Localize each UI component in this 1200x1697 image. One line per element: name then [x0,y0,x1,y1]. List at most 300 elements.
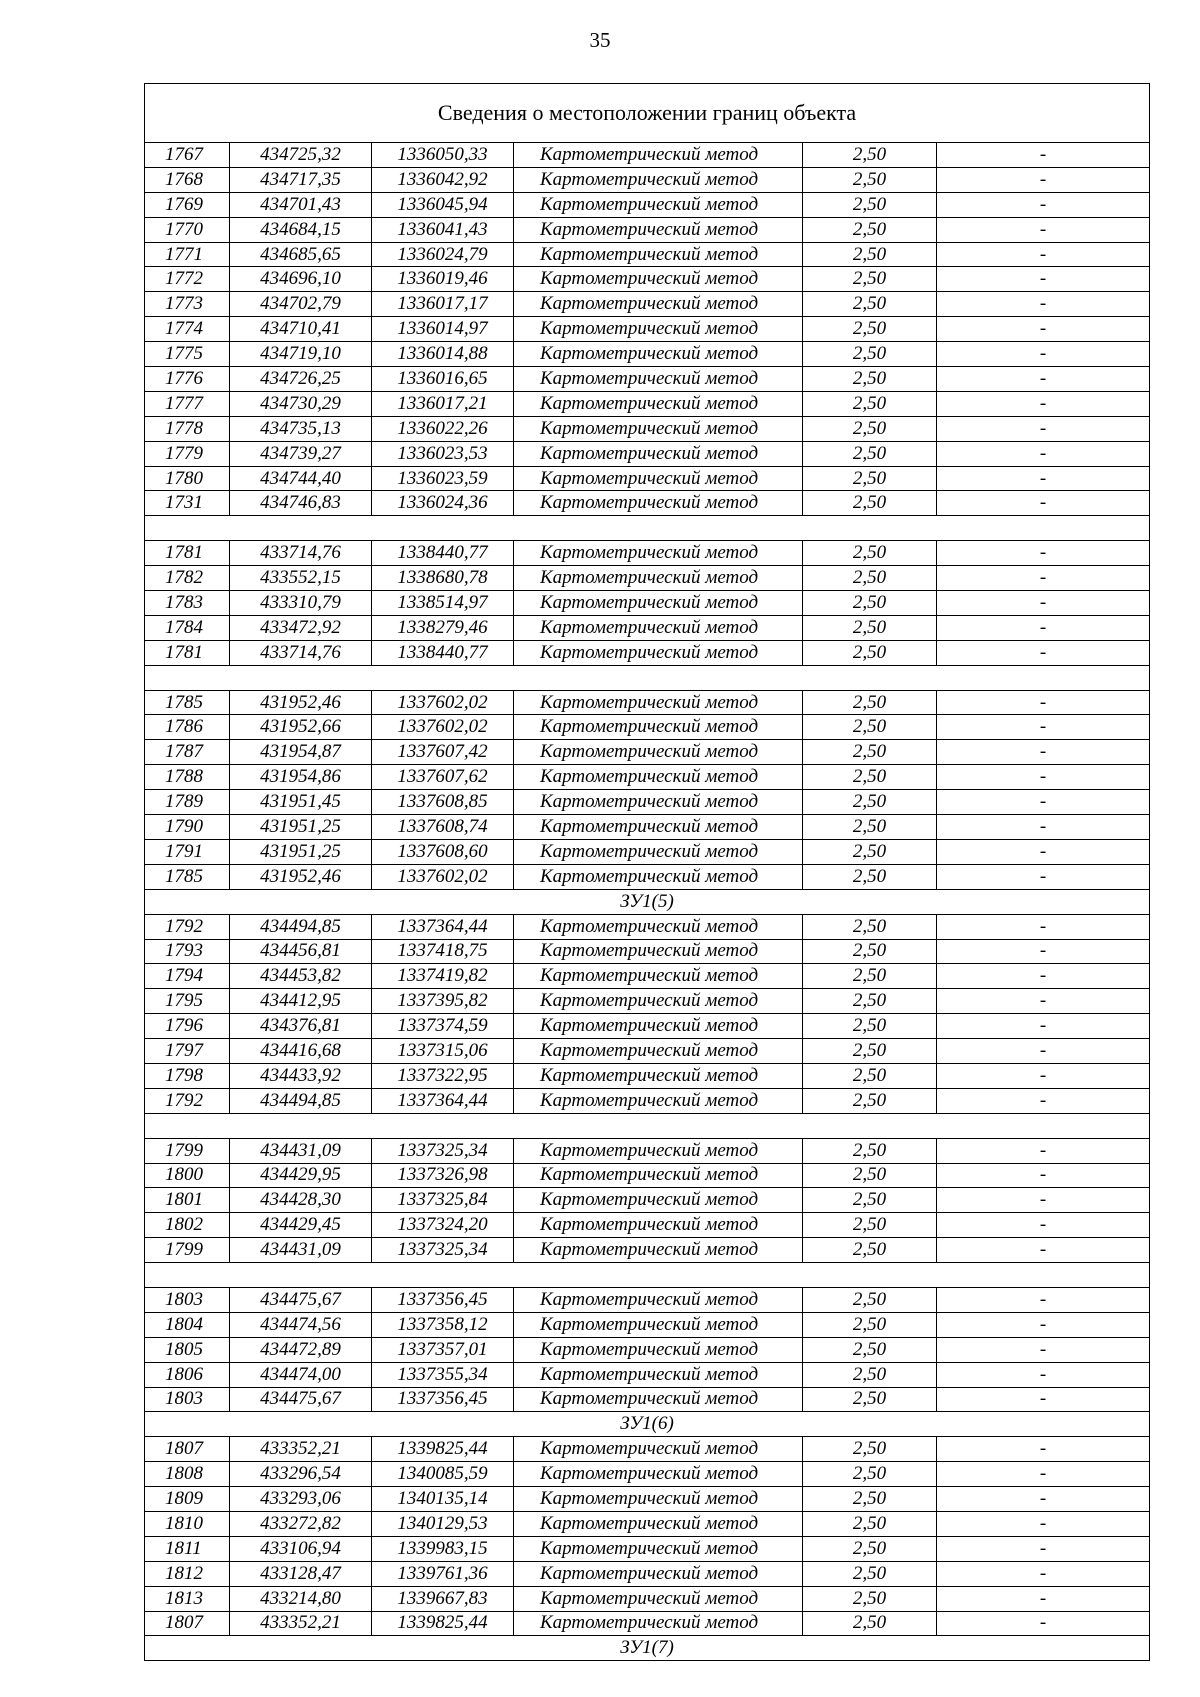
table-row [145,989,1150,1014]
section-label: ЗУ1(6) [145,1412,1150,1437]
y-coordinate-cell: 1337607,42 [372,740,514,765]
section-label: ЗУ1(7) [145,1636,1150,1661]
point-number-cell: 1770 [145,217,230,242]
method-cell: Картометрический метод [514,1536,803,1561]
y-coordinate-cell: 1337325,84 [372,1188,514,1213]
point-number-cell: 1776 [145,367,230,392]
table-row [145,1387,1150,1412]
y-coordinate-cell: 1337395,82 [372,989,514,1014]
accuracy-cell: 2,50 [803,416,937,441]
y-coordinate-cell: 1340129,53 [372,1511,514,1536]
y-coordinate-cell: 1338440,77 [372,541,514,566]
point-number-cell: 1777 [145,391,230,416]
method-cell: Картометрический метод [514,143,803,168]
page-number: 35 [589,28,611,52]
description-cell: - [937,167,1150,192]
y-coordinate-cell: 1337608,85 [372,790,514,815]
x-coordinate-cell: 431954,87 [230,740,372,765]
method-cell: Картометрический метод [514,740,803,765]
method-cell: Картометрический метод [514,1362,803,1387]
method-cell: Картометрический метод [514,1611,803,1636]
y-coordinate-cell: 1337374,59 [372,1014,514,1039]
y-coordinate-cell: 1336024,36 [372,491,514,516]
table-title: Сведения о местоположении границ объекта [145,84,1150,143]
description-cell: - [937,1487,1150,1512]
description-cell: - [937,615,1150,640]
x-coordinate-cell: 434696,10 [230,267,372,292]
point-number-cell: 1805 [145,1337,230,1362]
section-label [145,516,1150,541]
table-row [145,1462,1150,1487]
y-coordinate-cell: 1339667,83 [372,1586,514,1611]
x-coordinate-cell: 431951,25 [230,839,372,864]
description-cell: - [937,1337,1150,1362]
accuracy-cell: 2,50 [803,1188,937,1213]
method-cell: Картометрический метод [514,989,803,1014]
description-cell: - [937,790,1150,815]
table-row [145,491,1150,516]
description-cell: - [937,1163,1150,1188]
table-row [145,267,1150,292]
table-row [145,591,1150,616]
accuracy-cell: 2,50 [803,466,937,491]
table-row [145,1337,1150,1362]
point-number-cell: 1771 [145,242,230,267]
table-row [145,1213,1150,1238]
section-label [145,1113,1150,1138]
description-cell: - [937,1611,1150,1636]
point-number-cell: 1799 [145,1138,230,1163]
table-row [145,1536,1150,1561]
accuracy-cell: 2,50 [803,391,937,416]
point-number-cell: 1773 [145,292,230,317]
accuracy-cell: 2,50 [803,1536,937,1561]
y-coordinate-cell: 1336016,65 [372,367,514,392]
table-row [145,1238,1150,1263]
x-coordinate-cell: 434475,67 [230,1287,372,1312]
point-number-cell: 1809 [145,1487,230,1512]
table-row [145,317,1150,342]
x-coordinate-cell: 434726,25 [230,367,372,392]
x-coordinate-cell: 434456,81 [230,939,372,964]
y-coordinate-cell: 1336022,26 [372,416,514,441]
table-row [145,1511,1150,1536]
description-cell: - [937,541,1150,566]
method-cell: Картометрический метод [514,217,803,242]
description-cell: - [937,964,1150,989]
description-cell: - [937,192,1150,217]
table-row [145,815,1150,840]
table-row [145,1312,1150,1337]
y-coordinate-cell: 1337419,82 [372,964,514,989]
method-cell: Картометрический метод [514,441,803,466]
accuracy-cell: 2,50 [803,591,937,616]
y-coordinate-cell: 1340135,14 [372,1487,514,1512]
x-coordinate-cell: 434429,45 [230,1213,372,1238]
x-coordinate-cell: 434710,41 [230,317,372,342]
accuracy-cell: 2,50 [803,143,937,168]
y-coordinate-cell: 1336045,94 [372,192,514,217]
y-coordinate-cell: 1337356,45 [372,1387,514,1412]
y-coordinate-cell: 1337326,98 [372,1163,514,1188]
y-coordinate-cell: 1337322,95 [372,1063,514,1088]
description-cell: - [937,491,1150,516]
method-cell: Картометрический метод [514,541,803,566]
table-row [145,292,1150,317]
x-coordinate-cell: 434453,82 [230,964,372,989]
y-coordinate-cell: 1337315,06 [372,1039,514,1064]
accuracy-cell: 2,50 [803,939,937,964]
table-row [145,1487,1150,1512]
method-cell: Картометрический метод [514,192,803,217]
description-cell: - [937,1437,1150,1462]
accuracy-cell: 2,50 [803,1138,937,1163]
method-cell: Картометрический метод [514,1088,803,1113]
table-row [145,391,1150,416]
table-row [145,1188,1150,1213]
table-row [145,1138,1150,1163]
accuracy-cell: 2,50 [803,964,937,989]
accuracy-cell: 2,50 [803,615,937,640]
x-coordinate-cell: 434735,13 [230,416,372,441]
y-coordinate-cell: 1337608,60 [372,839,514,864]
point-number-cell: 1797 [145,1039,230,1064]
section-separator-row [145,1412,1150,1437]
method-cell: Картометрический метод [514,342,803,367]
description-cell: - [937,740,1150,765]
method-cell: Картометрический метод [514,839,803,864]
accuracy-cell: 2,50 [803,790,937,815]
y-coordinate-cell: 1336023,53 [372,441,514,466]
table-row [145,914,1150,939]
table-row [145,367,1150,392]
section-label: ЗУ1(5) [145,889,1150,914]
point-number-cell: 1794 [145,964,230,989]
y-coordinate-cell: 1339825,44 [372,1437,514,1462]
x-coordinate-cell: 431951,25 [230,815,372,840]
description-cell: - [937,839,1150,864]
y-coordinate-cell: 1336050,33 [372,143,514,168]
point-number-cell: 1774 [145,317,230,342]
point-number-cell: 1802 [145,1213,230,1238]
y-coordinate-cell: 1338680,78 [372,566,514,591]
y-coordinate-cell: 1336014,97 [372,317,514,342]
point-number-cell: 1785 [145,864,230,889]
accuracy-cell: 2,50 [803,640,937,665]
method-cell: Картометрический метод [514,1039,803,1064]
x-coordinate-cell: 434472,89 [230,1337,372,1362]
table-row [145,342,1150,367]
x-coordinate-cell: 433714,76 [230,640,372,665]
point-number-cell: 1799 [145,1238,230,1263]
table-row [145,864,1150,889]
section-separator-row [145,516,1150,541]
method-cell: Картометрический метод [514,964,803,989]
section-separator-row [145,665,1150,690]
table-row [145,1063,1150,1088]
method-cell: Картометрический метод [514,864,803,889]
x-coordinate-cell: 431952,66 [230,715,372,740]
point-number-cell: 1807 [145,1437,230,1462]
x-coordinate-cell: 434685,65 [230,242,372,267]
table-row [145,466,1150,491]
method-cell: Картометрический метод [514,391,803,416]
point-number-cell: 1779 [145,441,230,466]
point-number-cell: 1813 [145,1586,230,1611]
y-coordinate-cell: 1340085,59 [372,1462,514,1487]
point-number-cell: 1772 [145,267,230,292]
method-cell: Картометрический метод [514,491,803,516]
accuracy-cell: 2,50 [803,167,937,192]
point-number-cell: 1781 [145,640,230,665]
table-row [145,715,1150,740]
y-coordinate-cell: 1337602,02 [372,690,514,715]
table-row [145,1039,1150,1064]
description-cell: - [937,1561,1150,1586]
x-coordinate-cell: 433128,47 [230,1561,372,1586]
method-cell: Картометрический метод [514,790,803,815]
point-number-cell: 1796 [145,1014,230,1039]
boundary-table [144,83,1150,1661]
accuracy-cell: 2,50 [803,1312,937,1337]
section-label [145,1263,1150,1288]
x-coordinate-cell: 434376,81 [230,1014,372,1039]
x-coordinate-cell: 434725,32 [230,143,372,168]
x-coordinate-cell: 433293,06 [230,1487,372,1512]
point-number-cell: 1804 [145,1312,230,1337]
method-cell: Картометрический метод [514,615,803,640]
accuracy-cell: 2,50 [803,1462,937,1487]
accuracy-cell: 2,50 [803,292,937,317]
accuracy-cell: 2,50 [803,690,937,715]
description-cell: - [937,1536,1150,1561]
accuracy-cell: 2,50 [803,839,937,864]
method-cell: Картометрический метод [514,1238,803,1263]
method-cell: Картометрический метод [514,1287,803,1312]
x-coordinate-cell: 434433,92 [230,1063,372,1088]
table-row [145,964,1150,989]
description-cell: - [937,1188,1150,1213]
x-coordinate-cell: 434429,95 [230,1163,372,1188]
x-coordinate-cell: 434431,09 [230,1238,372,1263]
description-cell: - [937,1387,1150,1412]
point-number-cell: 1806 [145,1362,230,1387]
table-row [145,441,1150,466]
method-cell: Картометрический метод [514,715,803,740]
x-coordinate-cell: 434684,15 [230,217,372,242]
description-cell: - [937,317,1150,342]
method-cell: Картометрический метод [514,416,803,441]
accuracy-cell: 2,50 [803,367,937,392]
method-cell: Картометрический метод [514,292,803,317]
accuracy-cell: 2,50 [803,566,937,591]
point-number-cell: 1790 [145,815,230,840]
accuracy-cell: 2,50 [803,1561,937,1586]
method-cell: Картометрический метод [514,939,803,964]
method-cell: Картометрический метод [514,317,803,342]
y-coordinate-cell: 1336019,46 [372,267,514,292]
accuracy-cell: 2,50 [803,1337,937,1362]
description-cell: - [937,1362,1150,1387]
method-cell: Картометрический метод [514,1487,803,1512]
table-row [145,217,1150,242]
point-number-cell: 1807 [145,1611,230,1636]
method-cell: Картометрический метод [514,1437,803,1462]
section-separator-row [145,889,1150,914]
y-coordinate-cell: 1337358,12 [372,1312,514,1337]
table-row [145,690,1150,715]
y-coordinate-cell: 1336017,17 [372,292,514,317]
table-body [145,84,1150,1661]
description-cell: - [937,1088,1150,1113]
accuracy-cell: 2,50 [803,740,937,765]
point-number-cell: 1801 [145,1188,230,1213]
x-coordinate-cell: 431954,86 [230,765,372,790]
description-cell: - [937,1312,1150,1337]
point-number-cell: 1783 [145,591,230,616]
x-coordinate-cell: 433352,21 [230,1611,372,1636]
description-cell: - [937,566,1150,591]
method-cell: Картометрический метод [514,466,803,491]
point-number-cell: 1768 [145,167,230,192]
table-row [145,765,1150,790]
point-number-cell: 1811 [145,1536,230,1561]
x-coordinate-cell: 434717,35 [230,167,372,192]
x-coordinate-cell: 434702,79 [230,292,372,317]
table-row [145,192,1150,217]
point-number-cell: 1780 [145,466,230,491]
y-coordinate-cell: 1337418,75 [372,939,514,964]
section-separator-row [145,1263,1150,1288]
x-coordinate-cell: 434719,10 [230,342,372,367]
accuracy-cell: 2,50 [803,1287,937,1312]
method-cell: Картометрический метод [514,1462,803,1487]
section-label [145,665,1150,690]
accuracy-cell: 2,50 [803,1611,937,1636]
section-separator-row [145,1636,1150,1661]
description-cell: - [937,989,1150,1014]
accuracy-cell: 2,50 [803,1238,937,1263]
point-number-cell: 1810 [145,1511,230,1536]
y-coordinate-cell: 1338514,97 [372,591,514,616]
y-coordinate-cell: 1337602,02 [372,864,514,889]
point-number-cell: 1731 [145,491,230,516]
point-number-cell: 1812 [145,1561,230,1586]
point-number-cell: 1800 [145,1163,230,1188]
method-cell: Картометрический метод [514,1387,803,1412]
accuracy-cell: 2,50 [803,342,937,367]
method-cell: Картометрический метод [514,1213,803,1238]
table-row [145,1586,1150,1611]
accuracy-cell: 2,50 [803,715,937,740]
table-row [145,566,1150,591]
x-coordinate-cell: 431952,46 [230,690,372,715]
method-cell: Картометрический метод [514,566,803,591]
description-cell: - [937,591,1150,616]
description-cell: - [937,765,1150,790]
accuracy-cell: 2,50 [803,1437,937,1462]
y-coordinate-cell: 1336014,88 [372,342,514,367]
x-coordinate-cell: 433352,21 [230,1437,372,1462]
method-cell: Картометрический метод [514,690,803,715]
y-coordinate-cell: 1337325,34 [372,1138,514,1163]
description-cell: - [937,1287,1150,1312]
y-coordinate-cell: 1339825,44 [372,1611,514,1636]
description-cell: - [937,815,1150,840]
description-cell: - [937,143,1150,168]
y-coordinate-cell: 1336023,59 [372,466,514,491]
accuracy-cell: 2,50 [803,1487,937,1512]
accuracy-cell: 2,50 [803,989,937,1014]
point-number-cell: 1775 [145,342,230,367]
description-cell: - [937,1138,1150,1163]
point-number-cell: 1781 [145,541,230,566]
description-cell: - [937,1462,1150,1487]
accuracy-cell: 2,50 [803,864,937,889]
table-row [145,1287,1150,1312]
table-row [145,1088,1150,1113]
x-coordinate-cell: 433296,54 [230,1462,372,1487]
method-cell: Картометрический метод [514,367,803,392]
accuracy-cell: 2,50 [803,1586,937,1611]
y-coordinate-cell: 1337355,34 [372,1362,514,1387]
table-row [145,839,1150,864]
accuracy-cell: 2,50 [803,242,937,267]
section-separator-row [145,1113,1150,1138]
accuracy-cell: 2,50 [803,1014,937,1039]
accuracy-cell: 2,50 [803,1511,937,1536]
point-number-cell: 1767 [145,143,230,168]
description-cell: - [937,441,1150,466]
point-number-cell: 1798 [145,1063,230,1088]
table-row [145,740,1150,765]
description-cell: - [937,1213,1150,1238]
description-cell: - [937,367,1150,392]
x-coordinate-cell: 434730,29 [230,391,372,416]
table-row [145,143,1150,168]
point-number-cell: 1793 [145,939,230,964]
description-cell: - [937,391,1150,416]
y-coordinate-cell: 1338440,77 [372,640,514,665]
method-cell: Картометрический метод [514,1337,803,1362]
accuracy-cell: 2,50 [803,1163,937,1188]
table-row [145,167,1150,192]
method-cell: Картометрический метод [514,1138,803,1163]
table-row [145,1437,1150,1462]
method-cell: Картометрический метод [514,1312,803,1337]
method-cell: Картометрический метод [514,267,803,292]
y-coordinate-cell: 1337325,34 [372,1238,514,1263]
point-number-cell: 1769 [145,192,230,217]
table-row [145,242,1150,267]
y-coordinate-cell: 1337607,62 [372,765,514,790]
method-cell: Картометрический метод [514,591,803,616]
y-coordinate-cell: 1338279,46 [372,615,514,640]
y-coordinate-cell: 1337324,20 [372,1213,514,1238]
method-cell: Картометрический метод [514,815,803,840]
y-coordinate-cell: 1337356,45 [372,1287,514,1312]
description-cell: - [937,242,1150,267]
point-number-cell: 1784 [145,615,230,640]
x-coordinate-cell: 434494,85 [230,914,372,939]
description-cell: - [937,292,1150,317]
description-cell: - [937,217,1150,242]
y-coordinate-cell: 1337364,44 [372,914,514,939]
y-coordinate-cell: 1337357,01 [372,1337,514,1362]
y-coordinate-cell: 1336042,92 [372,167,514,192]
method-cell: Картометрический метод [514,1586,803,1611]
description-cell: - [937,690,1150,715]
